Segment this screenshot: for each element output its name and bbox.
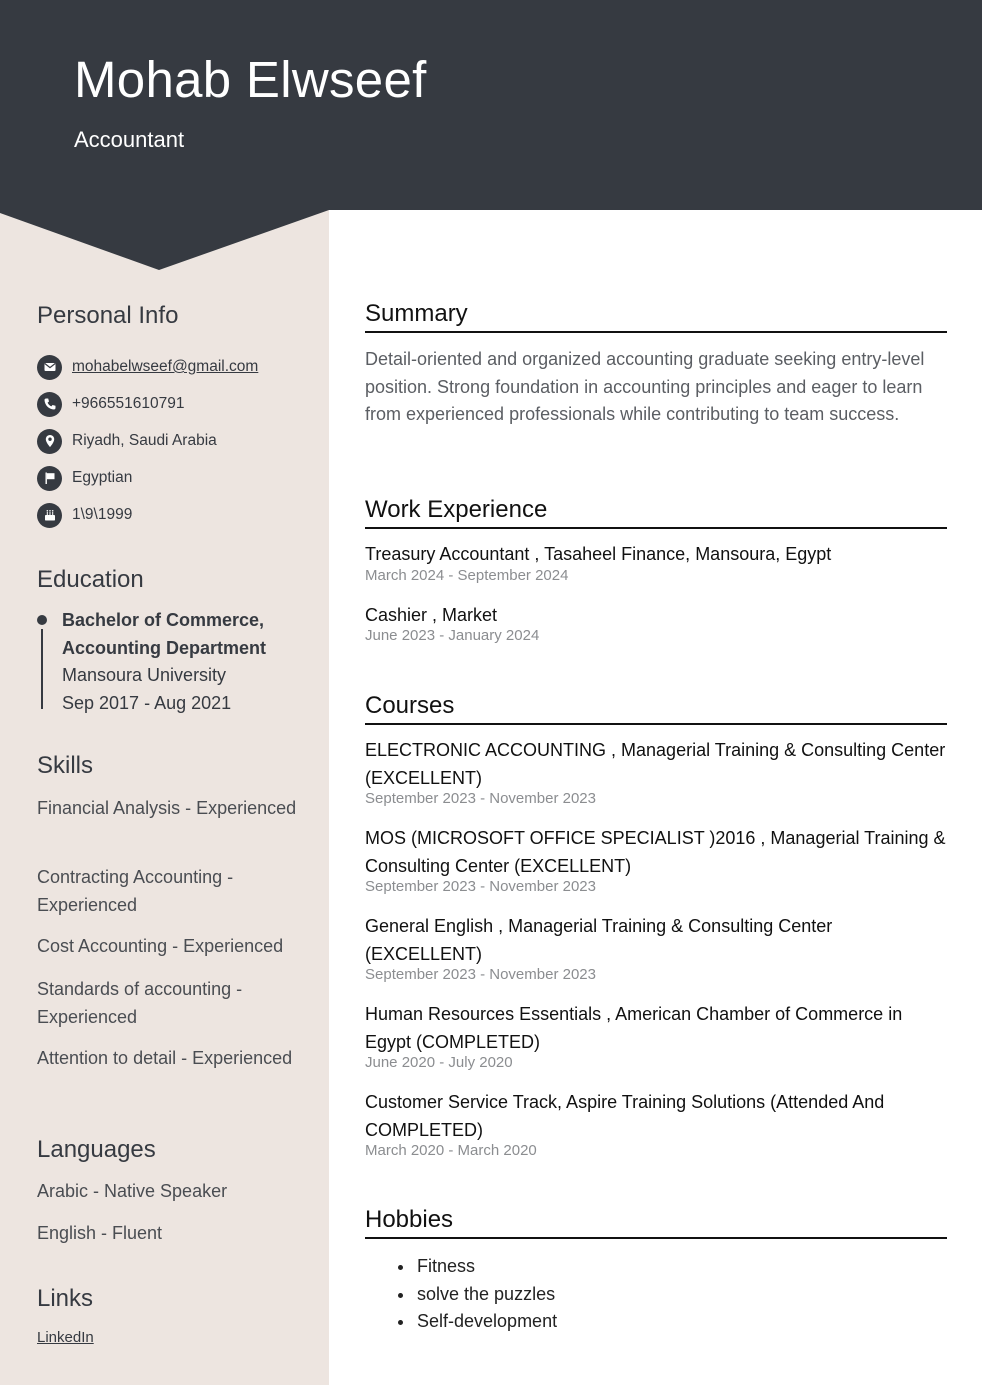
location-row: [37, 428, 217, 454]
course-title: ELECTRONIC ACCOUNTING , Managerial Training & Consulting Center (EXCELLENT): [365, 740, 946, 788]
work-entry-dates: June 2023 - January 2024: [365, 627, 540, 644]
birthday-cake-icon: [37, 503, 62, 528]
skill-item: Attention to detail - Experienced: [37, 1048, 293, 1068]
envelope-icon: [37, 355, 62, 380]
phone-row: [37, 391, 185, 417]
education-degree: Bachelor of Commerce, Accounting Department: [62, 610, 267, 658]
hobby-item: • solve the puzzles: [415, 1281, 557, 1309]
summary-text: Detail-oriented and organized accounting graduate seeking entry-level position. Strong foundation in accounting principles and eager to learn from experienced professionals while contributing to team success.: [365, 349, 925, 424]
skill-item: Standards of accounting - Experienced: [37, 979, 243, 1027]
location-text: Riyadh, Saudi Arabia: [72, 432, 217, 449]
candidate-name: Mohab Elwseef: [74, 51, 427, 108]
course-dates: June 2020 - July 2020: [365, 1054, 513, 1071]
hobby-item: • Fitness: [415, 1253, 557, 1281]
birthdate-text: 1\9\1999: [72, 506, 133, 523]
candidate-title: Accountant: [74, 127, 185, 152]
course-title: Customer Service Track, Aspire Training Solutions (Attended And COMPLETED): [365, 1092, 885, 1140]
skills-heading: Skills: [37, 752, 94, 779]
email-link[interactable]: mohabelwseef@gmail.com: [72, 358, 259, 375]
courses-heading: Courses: [365, 693, 947, 725]
nationality-row: [37, 465, 132, 491]
course-dates: September 2023 - November 2023: [365, 790, 596, 807]
phone-number: +966551610791: [72, 395, 185, 412]
header-chevron: [0, 209, 329, 271]
languages-heading: Languages: [37, 1136, 156, 1163]
work-entry-dates: March 2024 - September 2024: [365, 567, 569, 584]
skill-item: Financial Analysis - Experienced: [37, 798, 297, 818]
hobbies-heading: Hobbies: [365, 1207, 947, 1239]
hobbies-list: [415, 1253, 557, 1336]
course-dates: March 2020 - March 2020: [365, 1142, 537, 1159]
timeline-dot: [37, 615, 47, 625]
links-heading: Links: [37, 1285, 94, 1312]
language-item: English - Fluent: [37, 1223, 163, 1243]
summary-heading: Summary: [365, 301, 947, 333]
education-heading: Education: [37, 566, 144, 593]
nationality-text: Egyptian: [72, 469, 133, 486]
education-dates: Sep 2017 - Aug 2021: [62, 692, 232, 713]
email-row[interactable]: [37, 354, 258, 380]
linkedin-link[interactable]: LinkedIn: [37, 1329, 94, 1346]
skill-item: Cost Accounting - Experienced: [37, 936, 284, 956]
work-experience-heading: Work Experience: [365, 497, 947, 529]
work-entry-title: Cashier , Market: [365, 605, 498, 625]
flag-icon: [37, 466, 62, 491]
course-dates: September 2023 - November 2023: [365, 966, 596, 983]
course-dates: September 2023 - November 2023: [365, 878, 596, 895]
course-title: General English , Managerial Training & Consulting Center (EXCELLENT): [365, 916, 833, 964]
resume-header: [0, 0, 982, 210]
location-pin-icon: [37, 429, 62, 454]
course-title: Human Resources Essentials , American Chamber of Commerce in Egypt (COMPLETED): [365, 1004, 903, 1052]
education-school: Mansoura University: [62, 665, 227, 685]
skill-item: Contracting Accounting - Experienced: [37, 867, 234, 915]
personal-info-heading: Personal Info: [37, 302, 179, 329]
course-title: MOS (MICROSOFT OFFICE SPECIALIST )2016 , Managerial Training & Consulting Center (EXCELLENT): [365, 828, 946, 876]
birthdate-row: [37, 502, 132, 528]
education-entry: [37, 607, 317, 717]
phone-icon: [37, 392, 62, 417]
timeline-line: [41, 629, 43, 709]
work-entry-title: Treasury Accountant , Tasaheel Finance, Mansoura, Egypt: [365, 544, 832, 564]
language-item: Arabic - Native Speaker: [37, 1181, 228, 1201]
hobby-item: • Self-development: [415, 1308, 557, 1336]
